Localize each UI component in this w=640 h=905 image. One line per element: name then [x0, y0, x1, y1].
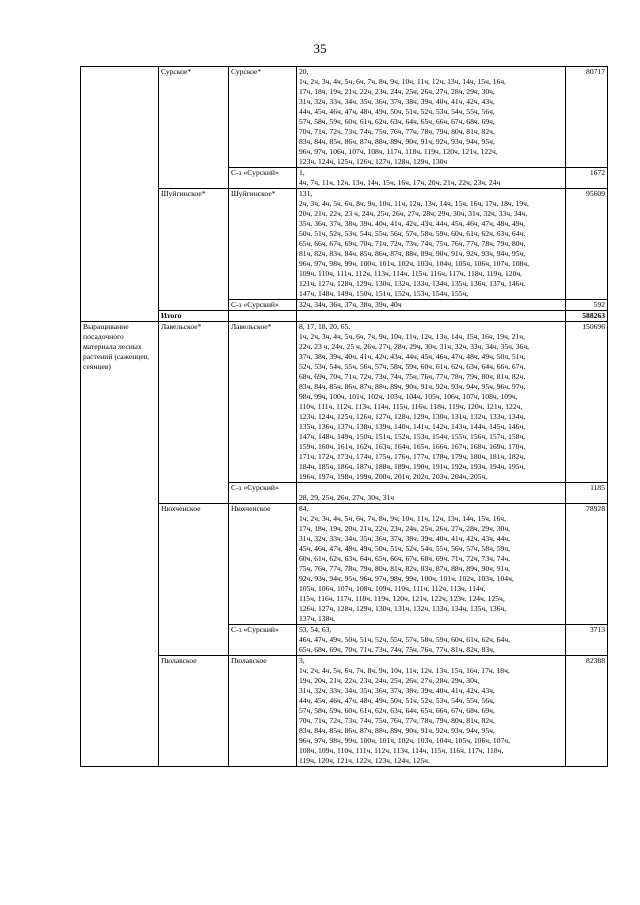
district-cell: Лавельское*: [229, 322, 297, 483]
area-cell: 80717: [566, 67, 608, 168]
quarters-cell: [297, 189, 566, 300]
quarters-line: 50ч, 51ч, 52ч, 53ч, 54ч, 55ч, 56ч, 57ч, 58ч, 59ч, 60ч, 61ч, 62ч, 63ч, 64ч,: [299, 229, 526, 238]
quarters-line: 96ч, 97ч, 106ч, 107ч, 108ч, 117ч, 118ч, 119ч, 120ч, 121ч, 122ч,: [299, 147, 498, 156]
total-row: [81, 311, 608, 322]
quarters-cell: [297, 168, 566, 189]
forestry-cell: Сурское*: [159, 67, 229, 189]
forest-quarters-table: [80, 66, 608, 767]
table-row: [81, 504, 608, 625]
quarters-line: 147ч, 148ч, 149ч, 150ч, 151ч, 152ч, 153ч, 154ч, 155ч,: [299, 289, 469, 298]
area-cell: 95609: [566, 189, 608, 300]
district-cell: Нюхченское: [229, 504, 297, 625]
table-row: [81, 322, 608, 483]
quarters-line: 1ч, 2ч, 4ч, 5ч, 6ч, 7ч, 8ч, 9ч, 10ч, 11ч, 12ч, 13ч, 15ч, 16ч, 17ч, 18ч,: [299, 666, 510, 675]
table-row: [81, 656, 608, 767]
forestry-cell: Шуйгинское*: [159, 189, 229, 311]
quarters-line: 98ч, 99ч, 100ч, 101ч, 102ч, 103ч, 104ч, 105ч, 106ч, 107ч, 108ч, 109ч,: [299, 392, 518, 401]
total-label: Итого: [159, 311, 229, 322]
quarters-line: 109ч, 110ч, 111ч, 112ч, 113ч, 114ч, 115ч, 116ч, 117ч, 118ч, 119ч, 120ч,: [299, 269, 523, 278]
quarters-line: 123ч, 124ч, 125ч, 126ч, 127ч, 128ч, 129ч, 130ч, 131ч, 132ч, 133ч, 134ч,: [299, 412, 526, 421]
quarters-line: 196ч, 197ч, 198ч, 199ч, 200ч, 201ч, 202ч, 203ч, 204ч, 205ч,: [299, 472, 488, 481]
activity-cell: Выращивание посадочного материала лесных растений (саженцев, сеянцев): [81, 322, 159, 767]
quarters-line: 123ч, 124ч, 125ч, 126ч, 127ч, 128ч, 129ч, 130ч: [299, 157, 448, 166]
district-cell: С-з «Сурский»: [229, 168, 297, 189]
quarters-line: 17ч, 18ч, 19ч, 20ч, 21ч, 22ч, 23ч, 24ч, 25ч, 26ч, 27ч, 28ч, 29ч, 30ч,: [299, 524, 511, 533]
quarters-line: 147ч, 148ч, 149ч, 150ч, 151ч, 152ч, 153ч, 154ч, 155ч, 156ч, 157ч, 158ч,: [299, 432, 526, 441]
quarters-cell: [297, 300, 566, 311]
quarters-line: 92ч, 93ч, 94ч, 95ч, 96ч, 97ч, 98ч, 99ч, 100ч, 101ч, 102ч, 103ч, 104ч,: [299, 574, 514, 583]
district-cell: [229, 311, 297, 322]
quarters-line: 52ч, 53ч, 54ч, 55ч, 56ч, 57ч, 58ч, 59ч, 60ч, 61ч, 62ч, 63ч, 64ч, 66ч, 67ч,: [299, 362, 526, 371]
quarters-line: 32ч, 34ч, 36ч, 37ч, 38ч, 39ч, 40ч: [299, 300, 402, 309]
district-cell: С-з «Сурский»: [229, 625, 297, 656]
quarters-cell: [297, 504, 566, 625]
area-cell: 1672: [566, 168, 608, 189]
table-row: [81, 189, 608, 300]
quarters-line: 37ч, 38ч, 39ч, 40ч, 41ч, 42ч, 43ч, 44ч, 45ч, 46ч, 47ч, 48ч, 49ч, 50ч, 51ч,: [299, 352, 526, 361]
activity-cell: [81, 67, 159, 322]
table-row: [81, 67, 608, 168]
quarters-line: 115ч, 116ч, 117ч, 118ч, 119ч, 120ч, 121ч, 122ч, 123ч, 124ч, 125ч,: [299, 594, 505, 603]
quarters-cell: [297, 311, 566, 322]
quarters-line: 70ч, 71ч, 72ч, 73ч, 74ч, 75ч, 76ч, 77ч, 78ч, 79ч, 80ч, 81ч, 82ч,: [299, 716, 495, 725]
quarters-line: 96ч, 97ч, 98ч, 99ч, 100ч, 101ч, 102ч, 103ч, 104ч, 105ч, 106ч, 107ч, 108ч,: [299, 259, 530, 268]
quarters-line: 108ч, 109ч, 110ч, 111ч, 112ч, 113ч, 114ч, 115ч, 116ч, 117ч, 118ч,: [299, 746, 504, 755]
quarters-cell: [297, 322, 566, 483]
quarters-line: 126ч, 127ч, 128ч, 129ч, 130ч, 131ч, 132ч, 133ч, 134ч, 135ч, 136ч,: [299, 604, 507, 613]
quarters-line: 137ч, 138ч,: [299, 614, 336, 623]
quarters-line: 81ч, 82ч, 83ч, 84ч, 85ч, 86ч, 87ч, 88ч, 89ч, 90ч, 91ч, 92ч, 93ч, 94ч, 95ч,: [299, 249, 526, 258]
quarters-line: 44ч, 45ч, 46ч, 47ч, 48ч, 49ч, 50ч, 51ч, 52ч, 53ч, 54ч, 55ч, 56ч,: [299, 107, 495, 116]
quarters-line: 135ч, 136ч, 137ч, 138ч, 139ч, 140ч, 141ч, 142ч, 143ч, 144ч, 145ч, 146ч,: [299, 422, 526, 431]
area-cell: 150696: [566, 322, 608, 483]
quarters-line: 159ч, 160ч, 161ч, 162ч, 163ч, 164ч, 165ч, 166ч, 167ч, 168ч, 169ч, 170ч,: [299, 442, 526, 451]
quarters-line: 31ч, 32ч, 33ч, 34ч, 35ч, 36ч, 37ч, 38ч, 39ч, 40ч, 41ч, 42ч, 43ч,: [299, 686, 495, 695]
area-cell: 82388: [566, 656, 608, 767]
quarters-line: 184ч, 185ч, 186ч, 187ч, 188ч, 189ч, 190ч, 191ч, 192ч, 193ч, 194ч, 195ч,: [299, 462, 526, 471]
quarters-line: 1ч, 2ч, 3ч, 4ч, 5ч, 6ч, 7ч, 8ч, 9ч, 10ч, 11ч, 12ч, 13ч, 14ч, 15ч, 16ч,: [299, 514, 507, 523]
quarters-line: 83ч, 84ч, 85ч, 86ч, 87ч, 88ч, 89ч, 90ч, 91ч, 92ч, 93ч, 94ч, 95ч,: [299, 726, 495, 735]
quarters-line: 44ч, 45ч, 46ч, 47ч, 48ч, 49ч, 50ч, 51ч, 52ч, 53ч, 54ч, 55ч, 56ч,: [299, 696, 495, 705]
quarters-line: 28, 29, 25ч, 26ч, 27ч, 30ч, 31ч: [299, 493, 395, 502]
quarters-cell: [297, 483, 566, 504]
quarters-line: 8, 17, 18, 20, 65,: [299, 322, 351, 331]
quarters-line: 1ч, 2ч, 3ч, 4ч, 5ч, 6ч, 7ч, 8ч, 9ч, 10ч, 11ч, 12ч, 13ч, 14ч, 15ч, 16ч,: [299, 77, 507, 86]
quarters-line: 75ч, 76ч, 77ч, 78ч, 79ч, 80ч, 81ч, 82ч, 83ч, 87ч, 88ч, 89ч, 90ч, 91ч,: [299, 564, 511, 573]
quarters-line: 45ч, 46ч, 47ч, 48ч, 49ч, 50ч, 51ч, 52ч, 54ч, 55ч, 56ч, 57ч, 58ч, 59ч,: [299, 544, 511, 553]
quarters-line: 19ч, 20ч, 21ч, 22ч, 23ч, 24ч, 25ч, 26ч, 27ч, 28ч, 29ч, 30ч,: [299, 676, 480, 685]
district-cell: С-з «Сурский»: [229, 483, 297, 504]
quarters-line: 57ч, 58ч, 59ч, 60ч, 61ч, 62ч, 63ч, 64ч, 65ч, 66ч, 67ч, 68ч, 69ч,: [299, 706, 495, 715]
forestry-cell: Лавельское*: [159, 322, 229, 504]
quarters-line: 105ч, 106ч, 107ч, 108ч, 109ч, 110ч, 111ч, 112ч, 113ч, 114ч,: [299, 584, 486, 593]
quarters-line: [299, 483, 563, 493]
quarters-line: 119ч, 120ч, 121ч, 122ч, 123ч, 124ч, 125ч.: [299, 756, 430, 765]
quarters-line: 1,: [299, 168, 305, 177]
quarters-line: 20,: [299, 67, 309, 76]
district-cell: Сурское*: [229, 67, 297, 168]
quarters-line: 31ч, 32ч, 33ч, 34ч, 35ч, 36ч, 37ч, 38ч, 39ч, 40ч, 41ч, 42ч, 43ч,: [299, 97, 495, 106]
quarters-line: 70ч, 71ч, 72ч, 73ч, 74ч, 75ч, 76ч, 77ч, 78ч, 79ч, 80ч, 81ч, 82ч,: [299, 127, 495, 136]
quarters-line: 53, 54, 63,: [299, 625, 332, 634]
quarters-line: 22ч, 23 ч, 24ч, 25 ч, 26ч, 27ч, 28ч, 29ч, 30ч, 31ч, 32ч, 33ч, 34ч, 35ч, 36ч,: [299, 342, 530, 351]
quarters-line: 65ч, 68ч, 69ч, 70ч, 71ч, 73ч, 74ч, 75ч, 76ч, 77ч, 81ч, 82ч, 83ч,: [299, 645, 495, 654]
area-cell: 592: [566, 300, 608, 311]
quarters-cell: [297, 656, 566, 767]
quarters-line: 110ч, 111ч, 112ч, 113ч, 114ч, 115ч, 116ч, 118ч, 119ч, 120ч, 121ч, 122ч,: [299, 402, 523, 411]
quarters-line: 96ч, 97ч, 98ч, 99ч, 100ч, 101ч, 102ч, 103ч, 104ч, 105ч, 106ч, 107ч,: [299, 736, 510, 745]
page-number: 35: [313, 41, 327, 56]
quarters-line: 20ч, 21ч, 22ч, 23 ч, 24ч, 25ч, 26ч, 27ч, 28ч, 29ч, 30ч, 31ч, 32ч, 33ч, 34ч,: [299, 209, 528, 218]
forestry-cell: Пюлавское: [159, 656, 229, 767]
quarters-cell: [297, 625, 566, 656]
quarters-line: 2ч, 3ч, 4ч, 5ч, 6ч, 8ч, 9ч, 10ч, 11ч, 12ч, 13ч, 14ч, 15ч, 16ч, 17ч, 18ч, 19ч,: [299, 199, 529, 208]
quarters-line: 83ч, 84ч, 85ч, 86ч, 87ч, 88ч, 89ч, 90ч, 91ч, 92ч, 93ч, 94ч, 95ч, 96ч, 97ч,: [299, 382, 526, 391]
quarters-line: 121ч, 127ч, 128ч, 129ч, 130ч, 132ч, 133ч, 134ч, 135ч, 136ч, 137ч, 146ч,: [299, 279, 526, 288]
quarters-line: 65ч, 66ч, 67ч, 69ч, 70ч, 71ч, 72ч, 73ч, 74ч, 75ч, 76ч, 77ч, 78ч, 79ч, 80ч,: [299, 239, 526, 248]
quarters-line: 84,: [299, 504, 309, 513]
quarters-line: 83ч, 84ч, 85ч, 86ч, 87ч, 88ч, 89ч, 90ч, 91ч, 92ч, 93ч, 94ч, 95ч,: [299, 137, 495, 146]
quarters-line: 57ч, 58ч, 59ч, 60ч, 61ч, 62ч, 63ч, 64ч, 65ч, 66ч, 67ч, 68ч, 69ч,: [299, 117, 495, 126]
quarters-line: 4ч, 7ч, 11ч, 12ч, 13ч, 14ч, 15ч, 16ч, 17ч, 20ч, 21ч, 22ч, 23ч, 24ч: [299, 178, 501, 187]
district-cell: С-з «Сурский»: [229, 300, 297, 311]
quarters-line: 60ч, 61ч, 62ч, 63ч, 64ч, 65ч, 66ч, 67ч, 68ч, 69ч, 71ч, 72ч, 73ч, 74ч,: [299, 554, 511, 563]
forestry-cell: Нюхченское: [159, 504, 229, 656]
district-cell: Пюлавское: [229, 656, 297, 767]
quarters-line: 68ч, 69ч, 70ч, 71ч, 72ч, 73ч, 74ч, 75ч, 76ч, 77ч, 78ч, 79ч, 80ч, 81ч, 82ч,: [299, 372, 526, 381]
area-cell: 1185: [566, 483, 608, 504]
area-cell: 78928: [566, 504, 608, 625]
area-cell: 3713: [566, 625, 608, 656]
quarters-line: 1ч, 2ч, 3ч, 4ч, 5ч, 6ч, 7ч, 9ч, 10ч, 11ч, 12ч, 13ч, 14ч, 15ч, 16ч, 19ч, 21ч,: [299, 332, 526, 341]
quarters-line: 35ч, 36ч, 37ч, 38ч, 39ч, 40ч, 41ч, 42ч, 43ч, 44ч, 45ч, 46ч, 47ч, 48ч, 49ч,: [299, 219, 526, 228]
quarters-cell: [297, 67, 566, 168]
total-area: 588263: [566, 311, 608, 322]
quarters-line: 31ч, 32ч, 33ч, 34ч, 35ч, 36ч, 37ч, 38ч, 39ч, 40ч, 41ч, 42ч, 43ч, 44ч,: [299, 534, 511, 543]
district-cell: Шуйгинское*: [229, 189, 297, 300]
quarters-line: 46ч, 47ч, 49ч, 50ч, 51ч, 52ч, 55ч, 57ч, 58ч, 59ч, 60ч, 61ч, 62ч, 64ч,: [299, 635, 511, 644]
quarters-line: 131,: [299, 189, 313, 198]
quarters-line: 171ч, 172ч, 173ч, 174ч, 175ч, 176ч, 177ч, 178ч, 179ч, 180ч, 181ч, 182ч,: [299, 452, 526, 461]
quarters-line: 3,: [299, 656, 305, 665]
quarters-line: 17ч, 18ч, 19ч, 21ч, 22ч, 23ч, 24ч, 25ч, 26ч, 27ч, 28ч, 29ч, 30ч,: [299, 87, 495, 96]
